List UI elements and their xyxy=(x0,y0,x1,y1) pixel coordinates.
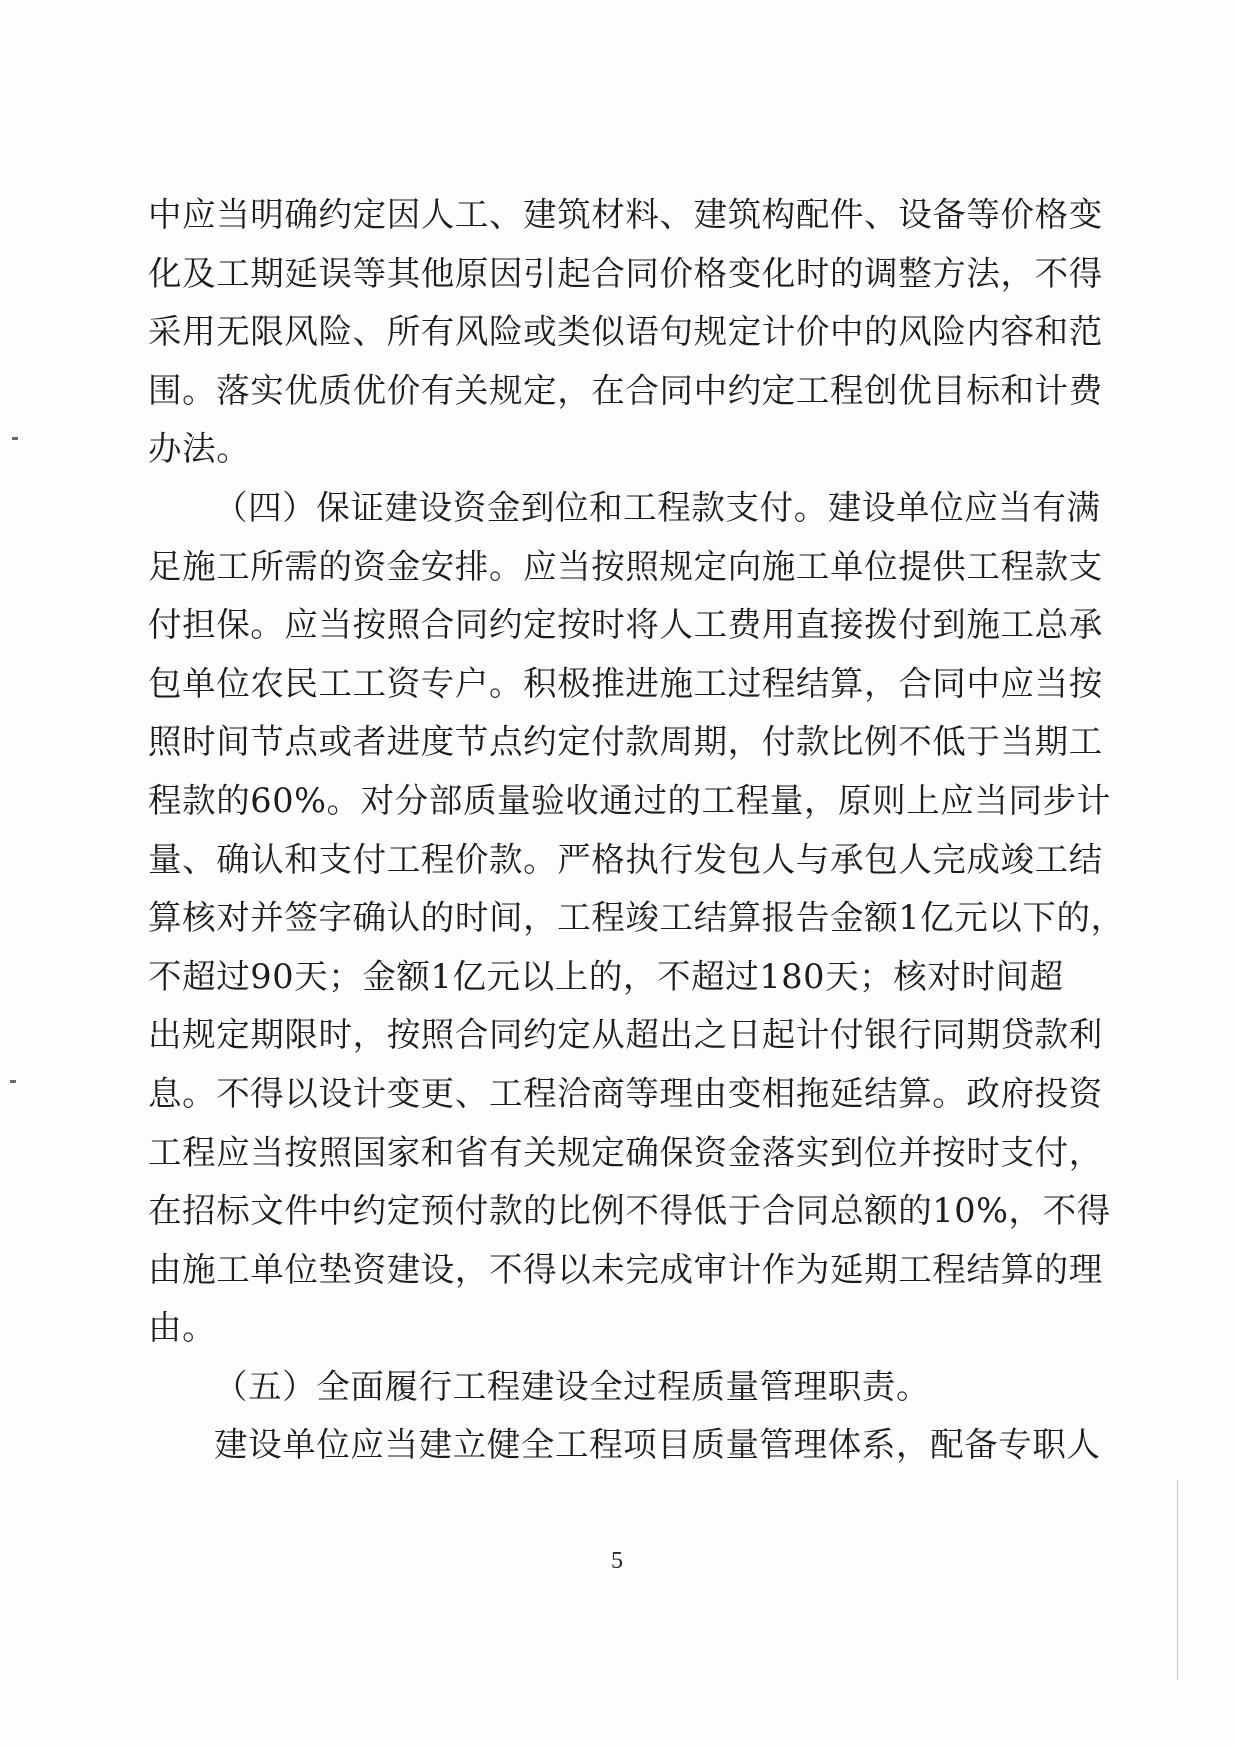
scan-edge-line xyxy=(1177,1480,1178,1680)
text-line: 采用无限风险、所有风险或类似语句规定计价中的风险内容和范 xyxy=(148,312,1103,352)
section-heading-5: （五）全面履行工程建设全过程质量管理职责。 xyxy=(214,1366,931,1406)
text-line: 在招标文件中约定预付款的比例不得低于合同总额的10%，不得 xyxy=(148,1191,1111,1231)
text-line: 息。不得以设计变更、工程洽商等理由变相拖延结算。政府投资 xyxy=(148,1073,1103,1113)
text-line: 量、确认和支付工程价款。严格执行发包人与承包人完成竣工结 xyxy=(148,839,1103,879)
text-line: 算核对并签字确认的时间，工程竣工结算报告金额1亿元以下的， xyxy=(148,898,1125,938)
text-line: 由。 xyxy=(148,1308,217,1348)
text-line: 出规定期限时，按照合同约定从超出之日起计付银行同期贷款利 xyxy=(148,1015,1103,1055)
text-line: 照时间节点或者进度节点约定付款周期，付款比例不低于当期工 xyxy=(148,722,1103,762)
text-line: 工程应当按照国家和省有关规定确保资金落实到位并按时支付， xyxy=(148,1132,1103,1172)
text-line: 付担保。应当按照合同约定按时将人工费用直接拨付到施工总承 xyxy=(148,605,1103,645)
scan-artifact xyxy=(10,1080,16,1083)
text-line: 由施工单位垫资建设，不得以未完成审计作为延期工程结算的理 xyxy=(148,1249,1103,1289)
text-line: 足施工所需的资金安排。应当按照规定向施工单位提供工程款支 xyxy=(148,546,1103,586)
text-line: 办法。 xyxy=(148,429,251,469)
scan-artifact xyxy=(12,437,18,440)
text-line: 不超过90天；金额1亿元以上的，不超过180天；核对时间超 xyxy=(148,956,1064,996)
body-text xyxy=(148,186,1125,1475)
text-line: 程款的60%。对分部质量验收通过的工程量，原则上应当同步计 xyxy=(148,780,1111,820)
section-heading-4: （四）保证建设资金到位和工程款支付。建设单位应当有满 xyxy=(214,487,1101,527)
text-line: 包单位农民工工资专户。积极推进施工过程结算，合同中应当按 xyxy=(148,663,1103,703)
text-line: 中应当明确约定因人工、建筑材料、建筑构配件、设备等价格变 xyxy=(148,195,1103,234)
text-line: 建设单位应当建立健全工程项目质量管理体系，配备专职人 xyxy=(214,1425,1101,1465)
text-line: 化及工期延误等其他原因引起合同价格变化时的调整方法，不得 xyxy=(148,253,1103,293)
text-line: 围。落实优质优价有关规定，在合同中约定工程创优目标和计费 xyxy=(148,370,1103,410)
page-number: 5 xyxy=(611,1548,623,1574)
